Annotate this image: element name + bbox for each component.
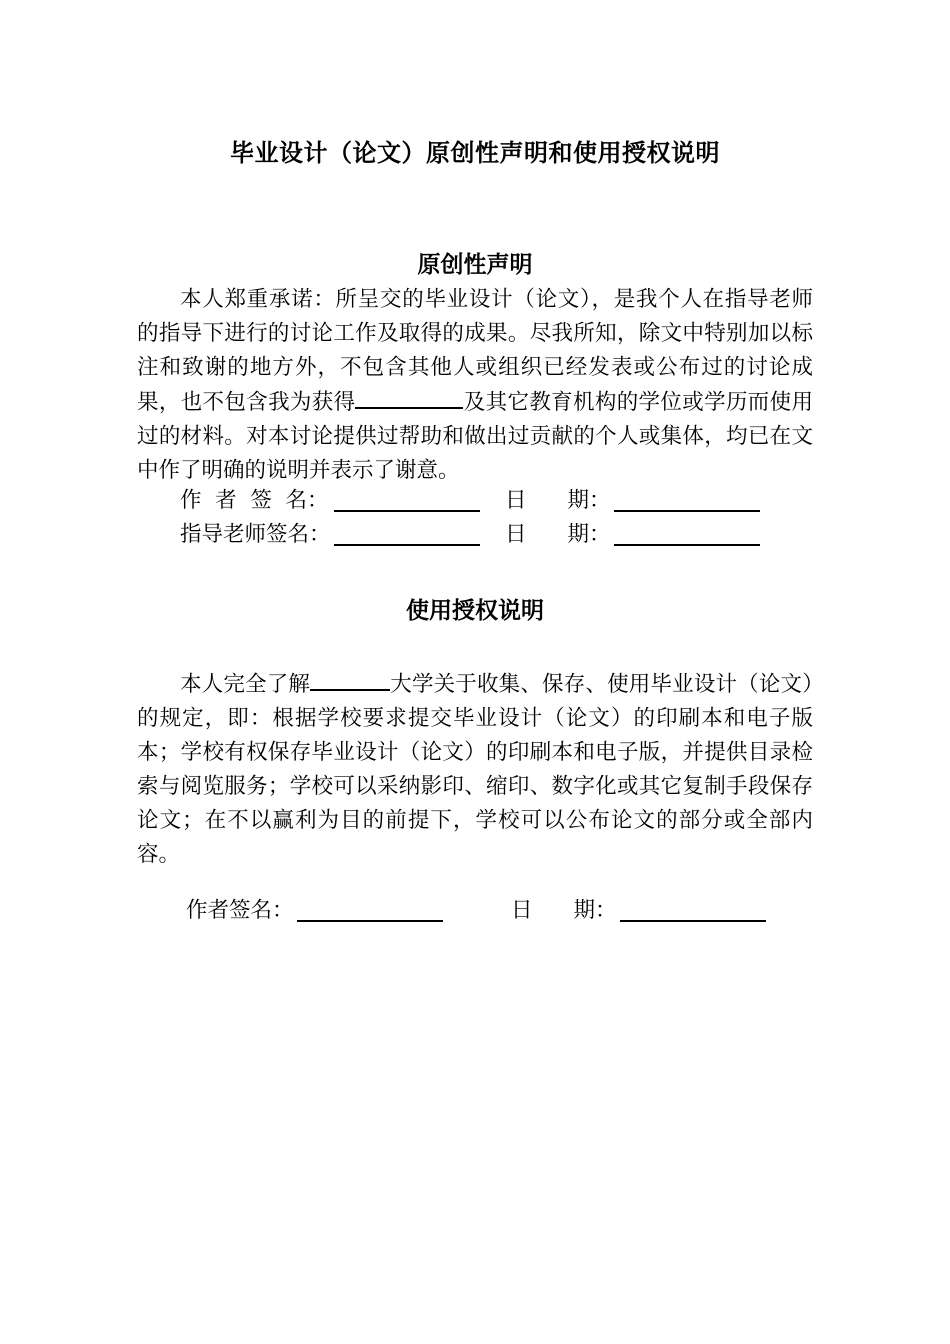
document-title: 毕业设计（论文）原创性声明和使用授权说明 xyxy=(230,138,720,167)
authorization-text-part2: 大学关于收集、保存、使用毕业设计（论文）的规定，即：根据学校要求提交毕业设计（论文）的印刷本和电子版本；学校有权保存毕业设计（论文）的印刷本和电子版，并提供目录检索与阅览服务；学校可以采纳影印、缩印、数字化或其它复制手段保存论文；在不以赢利为目的前提下，学校可以公布论文的部分或全部内容。 xyxy=(137,672,813,867)
authorization-author-line[interactable] xyxy=(297,920,443,922)
originality-heading: 原创性声明 xyxy=(417,251,533,278)
authorization-date-label: 日 期： xyxy=(511,898,617,923)
authorization-date-line[interactable] xyxy=(620,920,766,922)
author-signature-line[interactable] xyxy=(334,510,480,512)
authorization-signature-row xyxy=(0,894,950,928)
originality-paragraph xyxy=(137,283,813,488)
originality-text-part2: 及其它教育机构的学位或学历而使用过的材料。对本讨论提供过帮助和做出过贡献的个人或集体，均已在文中作了明确的说明并表示了谢意。 xyxy=(137,390,813,483)
advisor-date-line[interactable] xyxy=(614,544,760,546)
advisor-signature-row xyxy=(0,518,950,552)
institution-blank[interactable] xyxy=(355,385,463,409)
advisor-date-label: 日 期： xyxy=(505,522,611,547)
authorization-author-label: 作者签名： xyxy=(186,898,294,923)
author-date-label: 日 期： xyxy=(505,488,611,513)
authorization-text-part1: 本人完全了解 xyxy=(180,672,311,697)
advisor-signature-line[interactable] xyxy=(334,544,480,546)
advisor-signature-label: 指导老师签名： xyxy=(180,522,331,547)
author-signature-row xyxy=(0,484,950,518)
authorization-heading: 使用授权说明 xyxy=(406,597,544,624)
author-date-line[interactable] xyxy=(614,510,760,512)
authorization-paragraph xyxy=(137,667,813,872)
originality-text-part1: 本人郑重承诺：所呈交的毕业设计（论文），是我个人在指导老师的指导下进行的讨论工作及取得的成果。尽我所知，除文中特别加以标注和致谢的地方外，不包含其他人或组织已经发表或公布过的讨论成果，也不包含我为获得 xyxy=(137,287,813,415)
university-blank[interactable] xyxy=(310,667,390,691)
author-signature-label: 作 者 签 名： xyxy=(180,488,329,513)
